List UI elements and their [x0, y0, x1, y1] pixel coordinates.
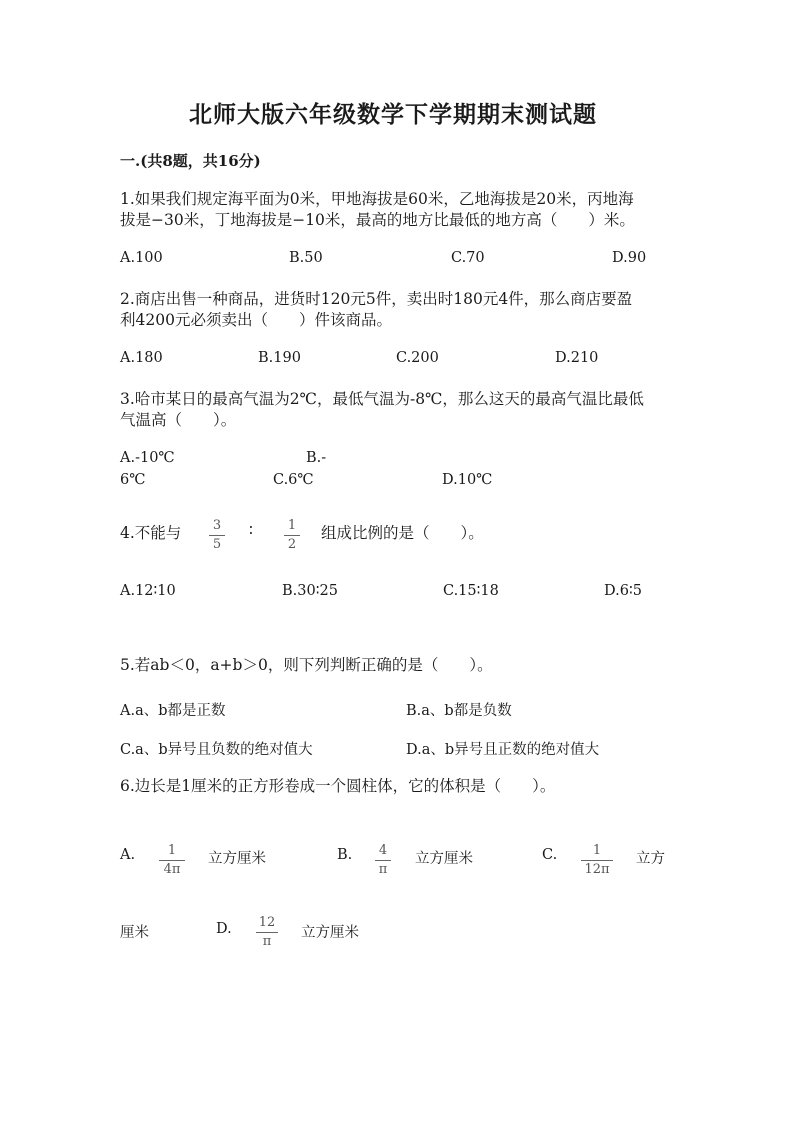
fraction-denominator: 2: [287, 537, 297, 552]
question-3-line-2: 气温高（ ）。: [120, 411, 237, 429]
fraction-denominator: π: [262, 934, 272, 949]
fraction-bar: [159, 860, 185, 861]
question-1-option-b[interactable]: B.50: [289, 250, 323, 266]
ratio-colon: ∶: [249, 521, 253, 539]
question-5-option-c[interactable]: C.a、b异号且负数的绝对值大: [120, 742, 313, 758]
question-1-option-c[interactable]: C.70: [451, 250, 485, 266]
question-6-text: 6.边长是1厘米的正方形卷成一个圆柱体，它的体积是（ ）。: [120, 777, 556, 795]
question-4-option-a[interactable]: A.12∶10: [120, 583, 176, 599]
question-6-option-a-unit: 立方厘米: [208, 851, 266, 867]
question-4-option-b[interactable]: B.30∶25: [282, 583, 338, 599]
question-4-prefix: 4.不能与: [120, 524, 182, 542]
fraction-4-over-pi: [375, 843, 391, 878]
fraction-numerator: 12: [258, 915, 276, 930]
question-5-option-d[interactable]: D.a、b异号且正数的绝对值大: [406, 742, 600, 758]
question-6-option-b-label[interactable]: B.: [337, 847, 353, 863]
question-5-option-b[interactable]: B.a、b都是负数: [406, 703, 512, 719]
question-4-option-d[interactable]: D.6∶5: [604, 583, 642, 599]
fraction-numerator: 1: [167, 843, 177, 858]
fraction-1-over-4pi: [159, 843, 185, 878]
fraction-bar: [581, 860, 613, 861]
question-6-option-d-label[interactable]: D.: [216, 921, 232, 937]
page-title: 北师大版六年级数学下学期期末测试题: [189, 101, 597, 128]
question-6-option-c-label[interactable]: C.: [542, 847, 558, 863]
question-6-option-a-label[interactable]: A.: [120, 847, 136, 863]
question-3-option-b-wrap: 6℃: [120, 472, 146, 488]
question-2-line-1: 2.商店出售一种商品，进货时120元5件，卖出时180元4件，那么商店要盈: [120, 290, 633, 308]
question-5-option-a[interactable]: A.a、b都是正数: [120, 703, 226, 719]
fraction-bar: [284, 535, 300, 536]
fraction-1-over-12pi: [581, 843, 613, 878]
question-2-line-2: 利4200元必须卖出（ ）件该商品。: [120, 311, 392, 329]
fraction-denominator: 5: [212, 537, 222, 552]
question-3-line-1: 3.哈市某日的最高气温为2℃，最低气温为-8℃，那么这天的最高气温比最低: [120, 390, 644, 408]
question-5-text: 5.若ab＜0，a+b＞0，则下列判断正确的是（ ）。: [120, 656, 493, 674]
fraction-numerator: 1: [592, 843, 602, 858]
question-2-option-c[interactable]: C.200: [396, 350, 439, 366]
question-1-option-d[interactable]: D.90: [612, 250, 647, 266]
fraction-12-over-pi: [256, 915, 278, 950]
question-6-option-b-unit: 立方厘米: [415, 851, 473, 867]
question-1-line-2: 拔是−30米，丁地海拔是−10米，最高的地方比最低的地方高（ ）米。: [120, 211, 635, 229]
question-1-line-1: 1.如果我们规定海平面为0米，甲地海拔是60米，乙地海拔是20米，丙地海: [120, 190, 634, 208]
question-3-option-d[interactable]: D.10℃: [442, 472, 493, 488]
question-1-option-a[interactable]: A.100: [120, 250, 163, 266]
fraction-1-2: [284, 518, 300, 553]
fraction-numerator: 4: [378, 843, 388, 858]
question-4-suffix: 组成比例的是（ ）。: [321, 524, 484, 542]
question-6-option-c-unit-wrap: 厘米: [120, 925, 149, 941]
fraction-3-5: [209, 518, 225, 553]
fraction-bar: [256, 932, 278, 933]
question-6-option-d-unit: 立方厘米: [301, 925, 359, 941]
section-header: 一.(共8题，共16分): [120, 152, 261, 170]
question-2-option-a[interactable]: A.180: [120, 350, 163, 366]
fraction-numerator: 3: [212, 518, 222, 533]
question-6-option-c-unit: 立方: [636, 851, 665, 867]
fraction-denominator: 12π: [584, 862, 610, 877]
fraction-denominator: π: [378, 862, 388, 877]
question-2-option-b[interactable]: B.190: [258, 350, 301, 366]
question-3-option-b[interactable]: B.-: [306, 450, 327, 466]
question-2-option-d[interactable]: D.210: [555, 350, 599, 366]
question-3-option-c[interactable]: C.6℃: [273, 472, 314, 488]
fraction-numerator: 1: [287, 518, 297, 533]
fraction-denominator: 4π: [163, 862, 181, 877]
question-3-option-a[interactable]: A.-10℃: [120, 450, 175, 466]
fraction-bar: [375, 860, 391, 861]
fraction-bar: [209, 535, 225, 536]
question-4-option-c[interactable]: C.15∶18: [443, 583, 499, 599]
